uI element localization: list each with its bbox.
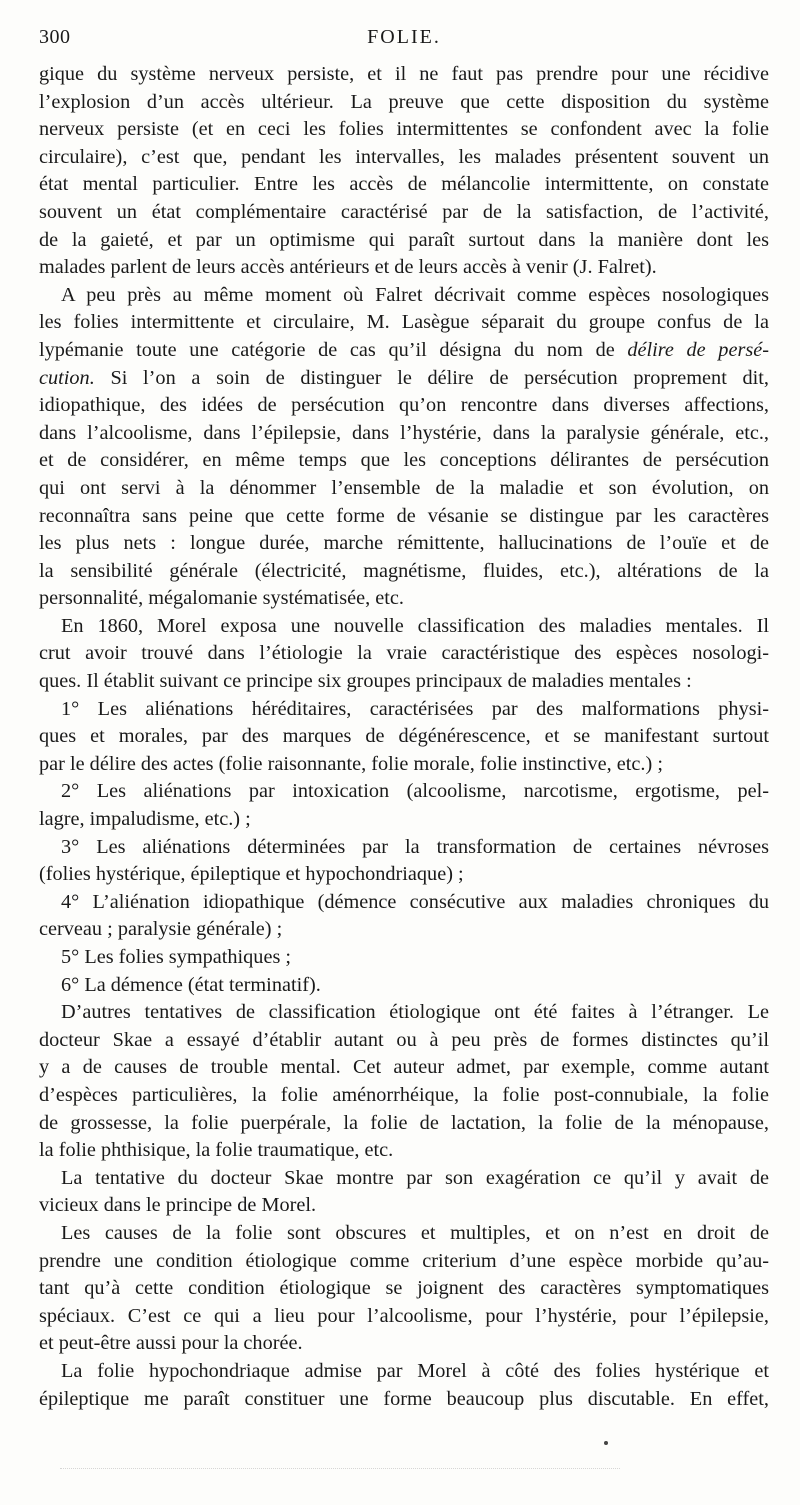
text-line-content: ques et morales, par des marques de dégénérescence, et se manifestant surtout [39,725,769,748]
text-line-continuation: Si l’on a soin de distinguer le délire de persécution proprement dit, [94,366,769,389]
text-line [39,503,769,531]
text-line-content: personnalité, mégalomanie systématisée, etc. [39,587,404,610]
text-line [39,1220,769,1248]
text-line-content: lypémanie toute une catégorie de cas qu’il désigna du nom de [39,338,628,361]
text-line [39,972,769,1000]
text-line [39,337,769,365]
text-line [39,806,769,834]
text-line-content: spéciaux. C’est ce qui a lieu pour l’alcoolisme, pour l’hystérie, pour l’épilepsie, [39,1304,769,1327]
text-line [39,530,769,558]
text-line-content: crut avoir trouvé dans l’étiologie la vraie caractéristique des espèces nosologi- [39,642,769,665]
text-line-content: dans l’alcoolisme, dans l’épilepsie, dans l’hystérie, dans la paralysie générale, etc., [39,421,769,444]
text-line [39,1330,769,1358]
text-line [39,1275,769,1303]
text-line [39,723,769,751]
text-line [39,944,769,972]
text-line-content: état mental particulier. Entre les accès de mélancolie intermittente, on constate [39,173,769,196]
text-line-content: ques. Il établit suivant ce principe six groupes principaux de maladies mentales : [39,670,692,693]
text-line [39,834,769,862]
text-line [39,309,769,337]
text-line [39,696,769,724]
text-line-content: épileptique me paraît constituer une forme beaucoup plus discutable. En effet, [39,1387,769,1410]
text-line [39,282,769,310]
text-line [39,116,769,144]
text-line-content: tant qu’à cette condition étiologique se joignent des caractères symptomatiques [39,1277,769,1300]
text-line [39,1165,769,1193]
bleed-through-marks [60,1468,620,1471]
text-line [39,1110,769,1138]
text-line [39,144,769,172]
text-line [39,199,769,227]
print-speck [604,1441,608,1445]
text-line [39,227,769,255]
text-line [39,254,769,282]
text-line-content: la sensibilité générale (électricité, magnétisme, fluides, etc.), altérations de la [39,559,769,582]
text-line-content: les plus nets : longue durée, marche rémittente, hallucinations de l’ouïe et de [39,532,769,555]
text-line [39,365,769,393]
text-line [39,640,769,668]
text-line [39,1054,769,1082]
text-line [39,89,769,117]
text-line-content: gique du système nerveux persiste, et il ne faut pas prendre pour une récidive [39,63,769,85]
text-line-content: 4° L’aliénation idiopathique (démence consécutive aux maladies chroniques du [61,890,769,913]
text-line-content: circulaire), c’est que, pendant les intervalles, les malades présentent souvent un [39,145,769,168]
body-text [39,61,769,1413]
text-line-content: docteur Skae a essayé d’établir autant ou à peu près de formes distinctes qu’il [39,1028,769,1051]
text-line-content: cerveau ; paralysie générale) ; [39,918,283,941]
text-line-content: nerveux persiste (et en ceci les folies intermittentes se confondent avec la folie [39,118,769,141]
running-head [39,26,769,52]
running-title: FOLIE. [367,26,441,48]
text-line-content: lagre, impaludisme, etc.) ; [39,808,251,831]
text-line-content: les folies intermittente et circulaire, M. Lasègue séparait du groupe confus de la [39,311,769,334]
text-line-content: qui ont servi à la dénommer l’ensemble de la maladie et son évolution, on [39,476,769,499]
text-line-content: La tentative du docteur Skae montre par son exagération ce qu’il y avait de [61,1166,769,1189]
text-line [39,778,769,806]
text-line-content: En 1860, Morel exposa une nouvelle classification des maladies mentales. Il [61,614,769,637]
text-line-content: la folie phthisique, la folie traumatique, etc. [39,1139,394,1162]
text-line [39,1248,769,1276]
text-line [39,1137,769,1165]
text-line [39,585,769,613]
text-line-content: et de considérer, en même temps que les conceptions délirantes de persécution [39,449,769,472]
text-line [39,1082,769,1110]
text-line-content: 1° Les aliénations héréditaires, caractérisées par des malformations physi- [61,697,769,720]
text-line [39,447,769,475]
text-line [39,999,769,1027]
text-line-content: de la gaieté, et par un optimisme qui paraît surtout dans la manière dont les [39,228,769,251]
text-line [39,61,769,89]
text-line-content: de grossesse, la folie puerpérale, la folie de lactation, la folie de la ménopause, [39,1111,769,1134]
text-line-content: par le délire des actes (folie raisonnante, folie morale, folie instinctive, etc.) ; [39,752,663,775]
text-line-content: La folie hypochondriaque admise par Morel à côté des folies hystérique et [61,1359,769,1382]
text-line [39,668,769,696]
text-line [39,861,769,889]
text-line-content: A peu près au même moment où Falret décrivait comme espèces nosologiques [61,283,769,306]
text-line-content: Les causes de la folie sont obscures et multiples, et on n’est en droit de [61,1221,769,1244]
text-line [39,171,769,199]
text-line [39,751,769,779]
italic-term: délire de persé- [627,338,769,361]
text-line [39,916,769,944]
text-line [39,1192,769,1220]
text-line-content: d’espèces particulières, la folie aménorrhéique, la folie post-connubiale, la folie [39,1083,769,1106]
text-line-content: vicieux dans le principe de Morel. [39,1194,317,1217]
text-line-content: et peut-être aussi pour la chorée. [39,1332,303,1355]
text-line-content: 3° Les aliénations déterminées par la transformation de certaines névroses [61,835,769,858]
text-line [39,1386,769,1414]
text-line [39,558,769,586]
text-line-content: y a de causes de trouble mental. Cet auteur admet, par exemple, comme autant [39,1056,769,1079]
text-line-content: souvent un état complémentaire caractérisé par de la satisfaction, de l’activité, [39,200,769,223]
text-line-content: l’explosion d’un accès ultérieur. La preuve que cette disposition du système [39,90,769,113]
text-line-content: (folies hystérique, épileptique et hypochondriaque) ; [39,863,464,886]
text-line [39,889,769,917]
text-line [39,1358,769,1386]
text-line-content: D’autres tentatives de classification étiologique ont été faites à l’étranger. Le [61,1001,769,1024]
text-line [39,392,769,420]
text-line [39,420,769,448]
text-line-content: prendre une condition étiologique comme criterium d’une espèce morbide qu’au- [39,1249,769,1272]
text-line-content: 6° La démence (état terminatif). [61,973,321,996]
text-line-content: 2° Les aliénations par intoxication (alcoolisme, narcotisme, ergotisme, pel- [61,780,769,803]
text-line-content: malades parlent de leurs accès antérieurs et de leurs accès à venir (J. Falret). [39,256,657,279]
text-line-content: 5° Les folies sympathiques ; [61,946,292,968]
text-line [39,1303,769,1331]
text-line [39,475,769,503]
text-line [39,613,769,641]
text-line-content: reconnaîtra sans peine que cette forme de vésanie se distingue par les caractères [39,504,769,527]
page-number: 300 [39,26,71,48]
text-line [39,1027,769,1055]
italic-term: cution. [39,366,95,389]
text-line-content: idiopathique, des idées de persécution qu’on rencontre dans diverses affections, [39,394,769,417]
